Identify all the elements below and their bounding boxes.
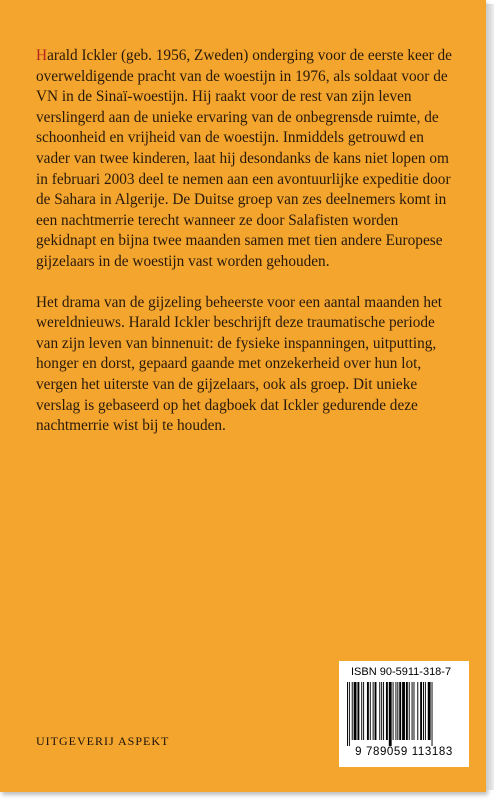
blurb-paragraph-1-text: arald Ickler (geb. 1956, Zweden) onderging voor de eerste keer de overweldigende pracht van de woestijn in 1976, als soldaat voor de VN in de Sinaï-woestijn. Hij raakt voor de rest van zijn leven verslingerd aan de unieke ervaring van de onbegrensde ruimte, de schoonheid en vrijheid van de woestijn. Inmiddels getrouwd en vader van twee kinderen, laat hij desondanks de kans niet lopen om in februari 2003 deel te nemen aan een avontuurlijke expeditie door de Sahara in Algerije. De Duitse groep van zes deelnemers komt in een nachtmerrie terecht wanneer ze door Salafisten worden gekidnapt en bijna twee maanden samen met tien andere Europese gijzelaars in de woestijn vast worden gehouden. <box>36 47 452 270</box>
blurb-paragraph-1 <box>36 46 456 273</box>
barcode-icon <box>345 682 463 746</box>
blurb-paragraph-2: Het drama van de gijzeling beheerste voor een aantal maanden het wereldnieuws. Harald Ickler beschrijft deze traumatische periode van zijn leven van binnenuit: de fysieke inspanningen, uitputting, honger en dorst, gepaard gaande met onzekerheid over hun lot, vergen het uiterste van de gijzelaars, ook als groep. Dit unieke verslag is gebaseerd op het dagboek dat Ickler gedurende deze nachtmerrie wist bij te houden. <box>36 293 443 435</box>
barcode-panel <box>339 661 469 767</box>
ean-digits: 9 789059 113183 <box>355 746 453 758</box>
isbn-label: ISBN 90-5911-318-7 <box>351 666 452 678</box>
drop-initial: H <box>36 47 48 64</box>
back-cover-blurb <box>36 46 456 457</box>
publisher-name: UITGEVERIJ ASPEKT <box>36 734 170 748</box>
page-edge-shadow <box>486 4 494 790</box>
